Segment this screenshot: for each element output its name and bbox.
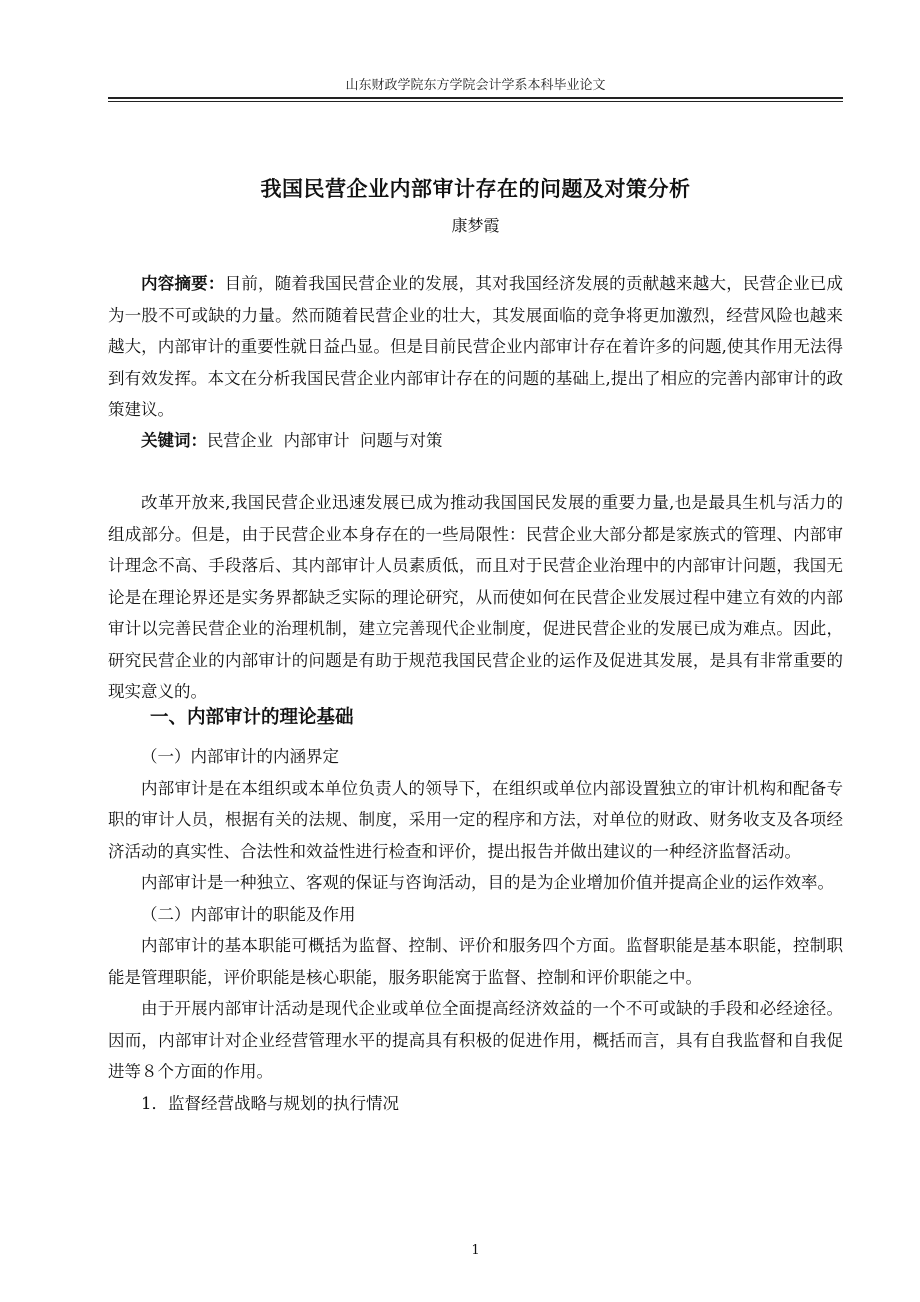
section-1-body <box>108 741 843 1119</box>
author-name: 康梦霞 <box>451 216 500 235</box>
abstract-text: 目前，随着我国民营企业的发展，其对我国经济发展的贡献越来越大，民营企业已成为一股不可或缺的力量。然而随着民营企业的壮大，其发展面临的竞争将更加激烈，经营风险也越来越大，内部审计的重要性就日益凸显。但是目前民营企业内部审计存在着许多的问题,使其作用无法得到有效发挥。本文在分析我国民营企业内部审计存在的问题的基础上,提出了相应的完善内部审计的政策建议。 <box>108 274 844 419</box>
section-heading-1: 一、内部审计的理论基础 <box>150 707 354 728</box>
keywords-block <box>108 425 843 457</box>
running-header: 山东财政学院东方学院会计学系本科毕业论文 <box>345 78 606 93</box>
abstract-block <box>108 268 843 426</box>
subheading-2: （二）内部审计的职能及作用 <box>141 904 356 924</box>
intro-paragraph: 改革开放来,我国民营企业迅速发展已成为推动我国国民发展的重要力量,也是最具生机与活力的组成部分。但是，由于民营企业本身存在的一些局限性：民营企业大部分都是家族式的管理、内部审计理念不高、手段落后、其内部审计人员素质低，而且对于民营企业治理中的内部审计问题，我国无论是在理论界还是实务界都缺乏实际的理论研究，从而使如何在民营企业发展过程中建立有效的内部审计以完善民营企业的治理机制，建立完善现代企业制度，促进民营企业的发展已成为难点。因此，研究民营企业的内部审计的问题是有助于规范我国民营企业的运作及促进其发展，是具有非常重要的现实意义的。 <box>108 493 843 701</box>
subheading-1: （一）内部审计的内涵界定 <box>141 747 339 766</box>
paragraph-functions: 内部审计的基本职能可概括为监督、控制、评价和服务四个方面。监督职能是基本职能，控制职能是管理职能，评价职能是核心职能，服务职能窝于监督、控制和评价职能之中。 <box>108 936 843 987</box>
keywords-text: 民营企业 内部审计 问题与对策 <box>207 431 443 450</box>
keywords-label: 关键词： <box>141 431 207 450</box>
paragraph-purpose: 内部审计是一种独立、客观的保证与咨询活动，目的是为企业增加价值并提高企业的运作效率。 <box>141 873 834 892</box>
header-rule-thin <box>108 101 843 102</box>
abstract-label: 内容摘要： <box>141 274 225 293</box>
header-rule-thick <box>108 97 843 99</box>
paragraph-roles: 由于开展内部审计活动是现代企业或单位全面提高经济效益的一个不可或缺的手段和必经途径。因而，内部审计对企业经营管理水平的提高具有积极的促进作用，概括而言，具有自我监督和自我促进等８个方面的作用。 <box>108 999 843 1081</box>
intro-block <box>108 487 843 708</box>
list-item-1: 1．监督经营战略与规划的执行情况 <box>141 1093 399 1113</box>
paragraph-definition: 内部审计是在本组织或本单位负责人的领导下，在组织或单位内部设置独立的审计机构和配备专职的审计人员，根据有关的法规、制度，采用一定的程序和方法，对单位的财政、财务收支及各项经济活动的真实性、合法性和效益性进行检查和评价，提出报告并做出建议的一种经济监督活动。 <box>108 778 843 861</box>
page-number: 1 <box>471 1243 480 1258</box>
paper-title: 我国民营企业内部审计存在的问题及对策分析 <box>260 177 691 201</box>
